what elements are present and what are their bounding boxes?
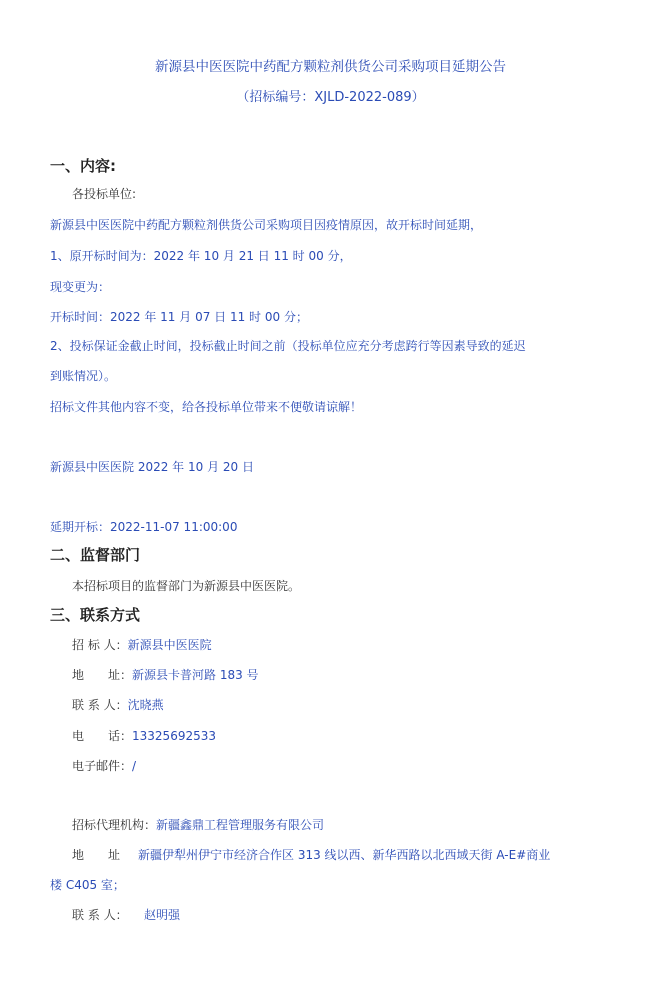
email-label: 电子邮件：	[72, 759, 133, 773]
agency-contact-row	[72, 907, 180, 923]
intro-paragraph: 新源县中医医院中药配方颗粒剂供货公司采购项目因疫情原因，故开标时间延期，	[50, 218, 483, 232]
agency-address-label: 地 址	[72, 848, 121, 862]
new-open-time: 开标时间：2022 年 11 月 07 日 11 时 00 分；	[50, 310, 308, 324]
document-title: 新源县中医医院中药配方颗粒剂供货公司采购项目延期公告	[155, 59, 506, 75]
address-label: 地 址：	[72, 668, 133, 682]
agency-row	[72, 817, 324, 833]
original-open-time: 1、原开标时间为：2022 年 10 月 21 日 11 时 00 分，	[50, 249, 352, 263]
phone-value: 13325692533	[132, 729, 216, 743]
document-subtitle: （招标编号：XJLD-2022-089）	[236, 90, 425, 105]
section-heading-supervision: 二、监督部门	[50, 546, 141, 564]
agency-address-row	[72, 847, 550, 863]
contact-row	[72, 697, 164, 713]
agency-address-line2: 楼 C405 室；	[50, 878, 125, 892]
section-heading-content: 一、内容:	[50, 157, 116, 175]
supervision-text: 本招标项目的监督部门为新源县中医医院。	[72, 579, 301, 593]
contact-label: 联 系 人：	[72, 698, 128, 712]
closing-note: 招标文件其他内容不变，给各投标单位带来不便敬请谅解！	[50, 400, 363, 414]
tenderer-row	[72, 637, 212, 653]
agency-value: 新疆鑫鼎工程管理服务有限公司	[156, 818, 325, 832]
phone-label: 电 话：	[72, 729, 133, 743]
deposit-deadline-line2: 到账情况）。	[50, 369, 117, 383]
contact-value: 沈晓燕	[127, 698, 164, 712]
agency-contact-label: 联 系 人：	[72, 908, 128, 922]
agency-label: 招标代理机构：	[72, 818, 157, 832]
tenderer-value: 新源县中医医院	[127, 638, 212, 652]
tenderer-label: 招 标 人：	[72, 638, 128, 652]
delayed-open-time: 延期开标：2022-11-07 11:00:00	[50, 520, 238, 534]
greeting: 各投标单位:	[72, 187, 137, 201]
phone-row	[72, 728, 216, 744]
section-heading-contact: 三、联系方式	[50, 606, 141, 624]
address-row	[72, 667, 259, 683]
deposit-deadline-line1: 2、投标保证金截止时间，投标截止时间之前（投标单位应充分考虑跨行等因素导致的延迟	[50, 339, 526, 353]
address-value: 新源县卡普河路 183 号	[132, 668, 259, 682]
signature-date: 新源县中医医院 2022 年 10 月 20 日	[50, 460, 254, 474]
email-value: /	[132, 759, 137, 773]
agency-contact-value: 赵明强	[144, 908, 181, 922]
agency-address-line1: 新疆伊犁州伊宁市经济合作区 313 线以西、新华西路以北西域天街 A-E#商业	[138, 848, 551, 862]
changed-to-label: 现变更为：	[50, 280, 111, 294]
email-row	[72, 758, 136, 774]
